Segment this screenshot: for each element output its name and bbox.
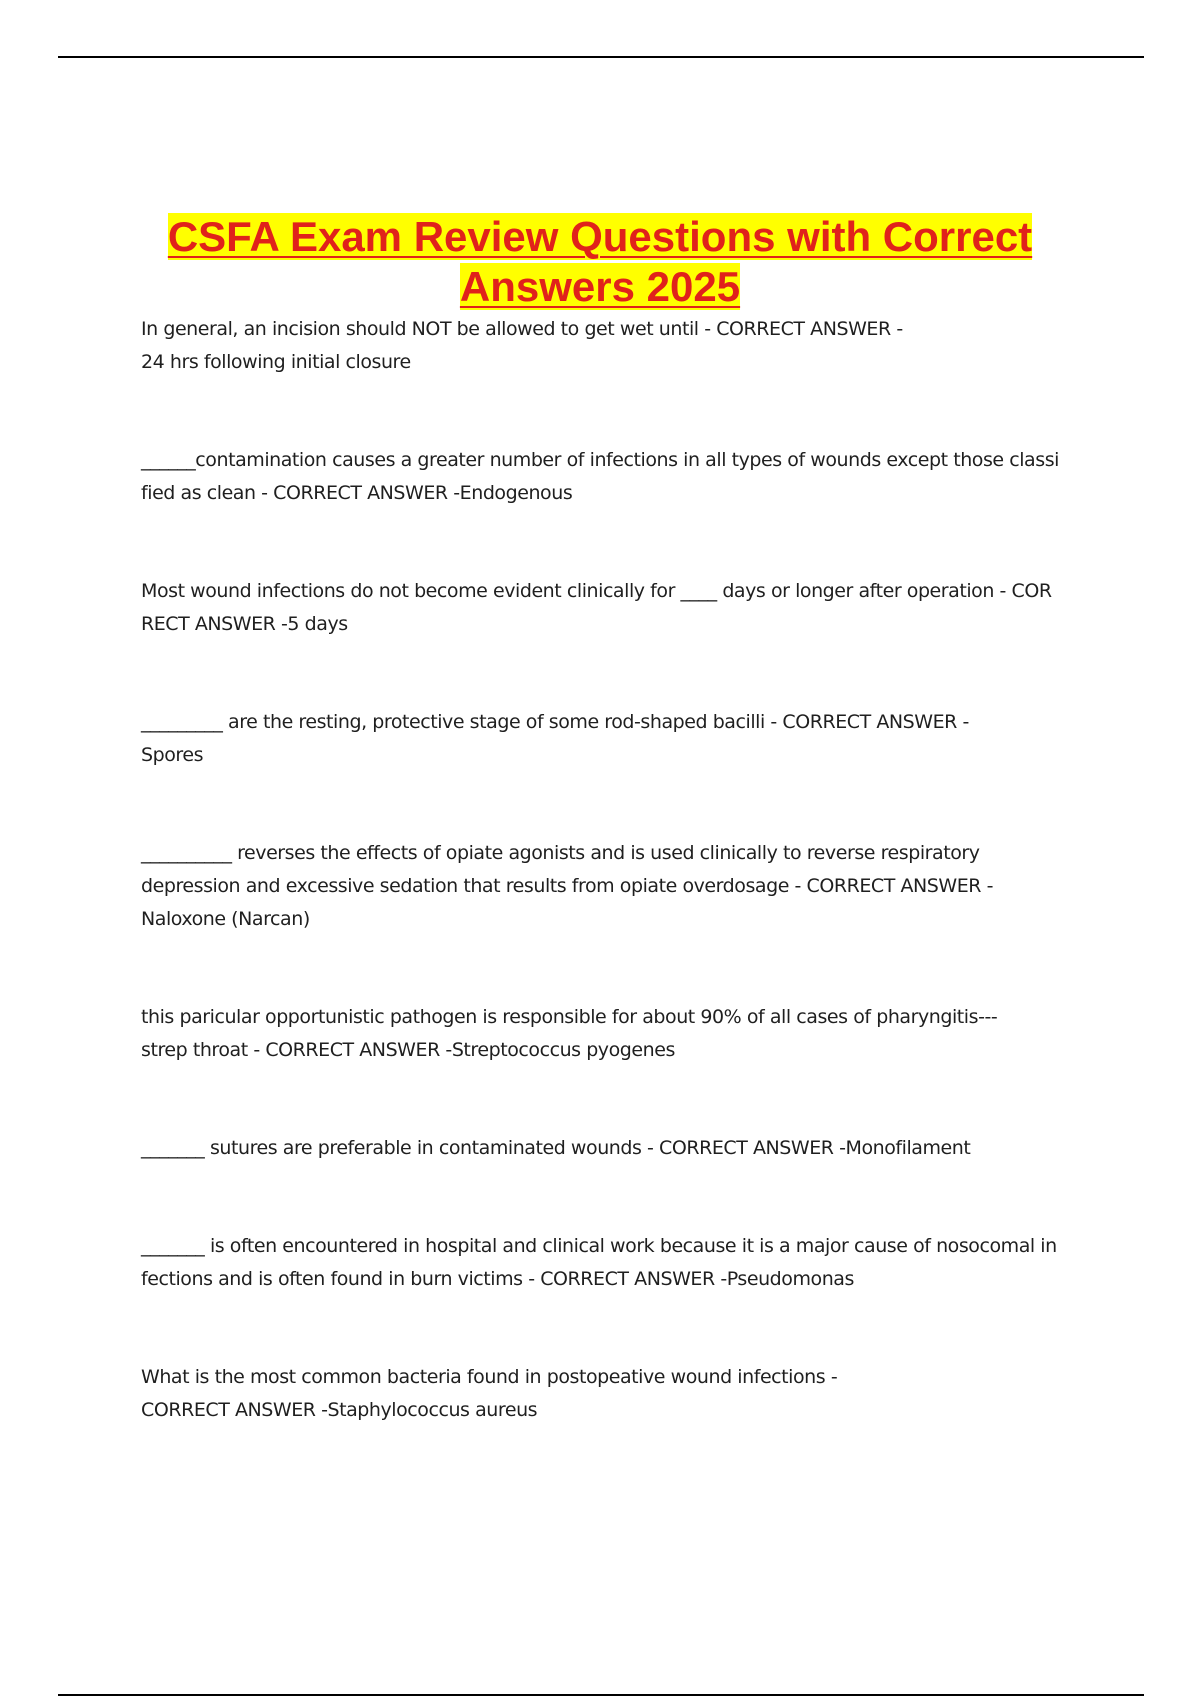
bottom-rule	[58, 1694, 1144, 1696]
question-answer-item: ______contamination causes a greater number of infections in all types of wounds except those classified as clean - CORRECT ANSWER -Endogenous	[141, 449, 1059, 504]
question-answer-item: _______ is often encountered in hospital and clinical work because it is a major cause of nosocomal infections and is often found in burn victims - CORRECT ANSWER -Pseudomonas	[141, 1235, 1057, 1290]
question-answer-item: What is the most common bacteria found in postopeative wound infections - CORRECT ANSWER -Staphylococcus aureus	[141, 1366, 838, 1421]
question-answer-item: _______ sutures are preferable in contaminated wounds - CORRECT ANSWER -Monofilament	[141, 1137, 971, 1159]
document-title	[100, 212, 1100, 312]
question-answer-item: Most wound infections do not become evident clinically for ____ days or longer after operation - CORRECT ANSWER -5 days	[141, 580, 1052, 635]
top-rule	[58, 56, 1144, 58]
question-answer-item: this paricular opportunistic pathogen is responsible for about 90% of all cases of pharyngitis--- strep throat - CORRECT ANSWER -Streptococcus pyogenes	[141, 1006, 998, 1061]
question-answer-item: __________ reverses the effects of opiate agonists and is used clinically to reverse respiratory depression and excessive sedation that results from opiate overdosage - CORRECT ANSWER - Naloxone (Narcan)	[141, 842, 994, 930]
question-answer-item: _________ are the resting, protective stage of some rod-shaped bacilli - CORRECT ANSWER - Spores	[141, 711, 969, 766]
title-highlight: CSFA Exam Review Questions with Correct Answers 2025	[167, 213, 1033, 310]
question-answer-item: In general, an incision should NOT be allowed to get wet until - CORRECT ANSWER - 24 hrs following initial closure	[141, 318, 903, 373]
